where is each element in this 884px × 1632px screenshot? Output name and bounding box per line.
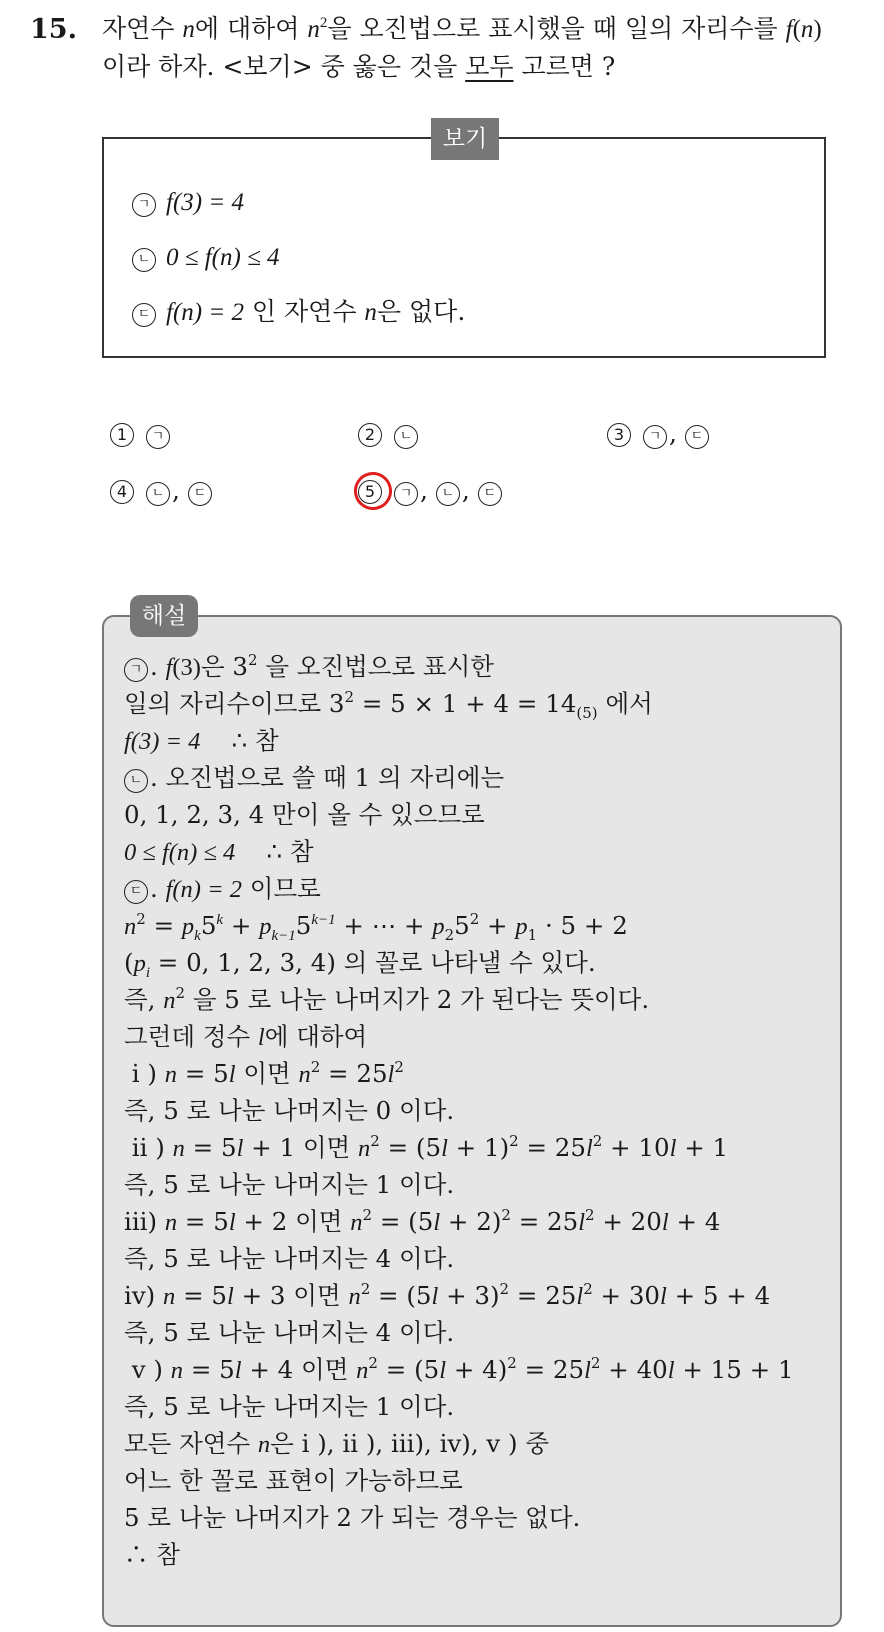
bogi-item-1: ㄱ f(3) = 4 [132,185,244,220]
sol-line-1: ㄱ . f(3)은 $3^2$ 을 오진법으로 표시한 [124,650,494,685]
sol-line-13: 즉, 5 로 나눈 나머지는 0 이다. [124,1096,455,1125]
sol-line-8: $n^2 = p_k5^k + p_{k-1}5^{k-1}$ + ⋯ + $p_25^2 + p_1 \cdot 5 + 2$ [124,910,628,944]
solution-title: 해설 [130,595,198,637]
marker-giyeok: ㄱ [132,193,156,217]
sol-line-14: ii ) n = 5l + 1 이면 $n^2 = (5l + 1)^2 = 25l^2 + 10l + 1$ [131,1132,729,1162]
sol-line-6: 0 ≤ f(n) ≤ 4 ∴ 참 [124,837,314,866]
choice-4[interactable]: 4 ㄴ , ㄷ [110,474,214,508]
marker-digeut: ㄷ [132,303,156,327]
question-line-1: 자연수 n에 대하여 $n^2$을 오진법으로 표시했을 때 일의 자리수를 f(n) [102,14,822,43]
sol-line-2: 일의 자리수이므로 $3^2 = 5 \times 1 + 4 = 14_{(5)}$ 에서 [124,688,653,722]
sol-line-3: f(3) = 4 ∴ 참 [124,726,279,755]
choice-2[interactable]: 2 ㄴ [358,417,420,451]
choice-5[interactable]: 5 ㄱ , ㄴ , ㄷ [358,474,504,508]
sol-line-5: 0, 1, 2, 3, 4 만이 올 수 있으므로 [124,800,485,829]
sol-line-25: ∴ 참 [124,1540,180,1569]
choice-3[interactable]: 3 ㄱ , ㄷ [607,417,711,451]
sol-line-17: 즉, 5 로 나눈 나머지는 4 이다. [124,1244,455,1273]
bogi-item-2: ㄴ 0 ≤ f(n) ≤ 4 [132,240,280,275]
sol-line-19: 즉, 5 로 나눈 나머지는 4 이다. [124,1318,455,1347]
choice-1[interactable]: 1 ㄱ [110,417,172,451]
sol-line-4: ㄴ . 오진법으로 쓸 때 1 의 자리에는 [124,761,504,795]
marker-nieun: ㄴ [132,248,156,272]
underlined-word: 모두 [465,52,514,81]
sol-line-9: ($p_i = 0$, 1, 2, 3, 4) 의 꼴로 나타낼 수 있다. [124,948,596,981]
question-line-2: 이라 하자. <보기> 중 옳은 것을 모두 고르면 ? [102,52,616,81]
bogi-title: 보기 [431,118,499,160]
sol-line-7: ㄷ . f(n) = 2 이므로 [124,872,321,907]
sol-line-20: v ) n = 5l + 4 이면 $n^2 = (5l + 4)^2 = 25l^2 + 40l + 15 + 1$ [131,1354,794,1384]
sol-line-24: 5 로 나눈 나머지가 2 가 되는 경우는 없다. [124,1503,581,1532]
sol-line-12: i ) n = 5l 이면 $n^2 = 25l^2$ [131,1058,404,1088]
sol-line-22: 모든 자연수 n은 i ), ii ), iii), iv), v ) 중 [124,1429,550,1458]
question-number: 15. [30,14,77,45]
sol-line-18: iv) n = 5l + 3 이면 $n^2 = (5l + 3)^2 = 25l^2 + 30l + 5 + 4$ [124,1280,771,1310]
sol-line-21: 즉, 5 로 나눈 나머지는 1 이다. [124,1392,455,1421]
sol-line-16: iii) n = 5l + 2 이면 $n^2 = (5l + 2)^2 = 25l^2 + 20l + 4$ [124,1206,721,1236]
sol-line-23: 어느 한 꼴로 표현이 가능하므로 [124,1466,463,1495]
sol-line-15: 즉, 5 로 나눈 나머지는 1 이다. [124,1170,455,1199]
sol-line-11: 그런데 정수 l에 대하여 [124,1022,368,1051]
sol-line-10: 즉, $n^2$ 을 5 로 나눈 나머지가 2 가 된다는 뜻이다. [124,984,650,1014]
bogi-item-3: ㄷ f(n) = 2 인 자연수 n은 없다. [132,295,465,330]
